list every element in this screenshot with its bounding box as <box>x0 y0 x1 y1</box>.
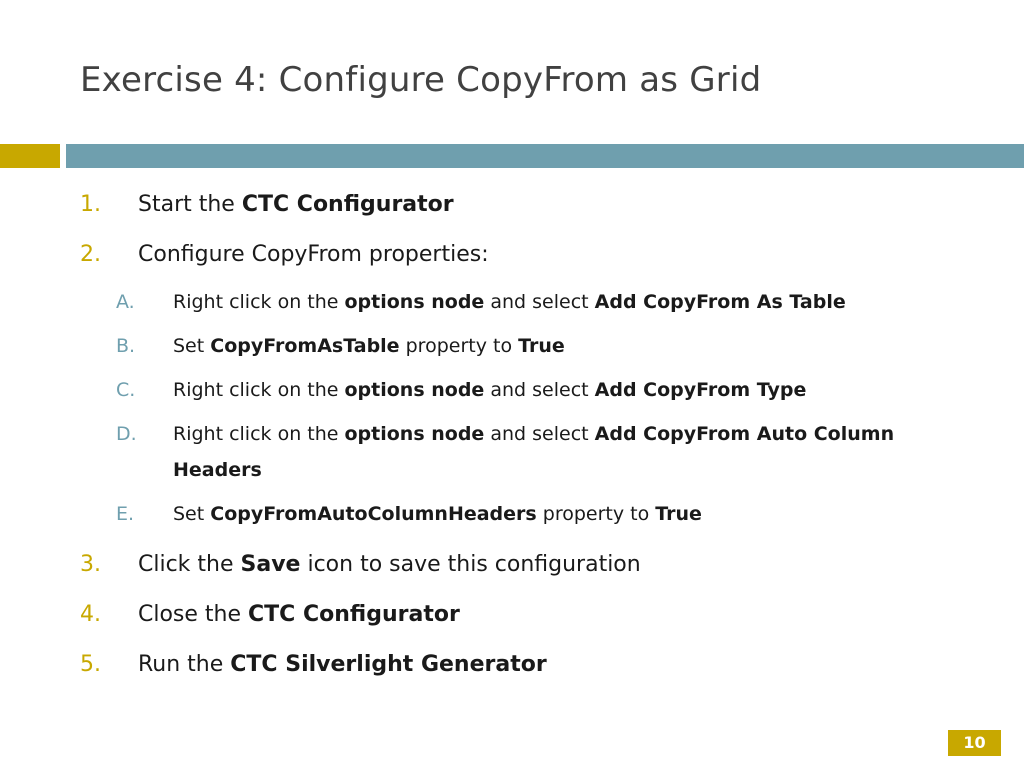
text: and select <box>484 423 595 445</box>
text: Right click on the <box>173 379 345 401</box>
substep-list <box>80 284 960 532</box>
bold-text: options node <box>344 423 485 445</box>
bold-text: CTC Configurator <box>248 602 460 627</box>
bold-text: CTC Configurator <box>241 192 454 217</box>
text: Set <box>173 335 211 357</box>
substep-item <box>116 284 953 320</box>
step-number: 4. <box>80 602 101 627</box>
text: Click the <box>138 552 241 577</box>
text: and select <box>484 291 595 313</box>
text: Close the <box>138 602 249 627</box>
substep-letter: E. <box>116 503 135 525</box>
text: Right click on the <box>173 423 345 445</box>
page-number-badge: 10 <box>948 730 1001 756</box>
step-item <box>80 550 960 580</box>
bold-text: CopyFromAutoColumnHeaders <box>210 503 537 525</box>
step-number: 1. <box>80 192 101 217</box>
bold-text: True <box>518 335 565 357</box>
substep-letter: B. <box>116 335 136 357</box>
bold-text: CopyFromAsTable <box>210 335 400 357</box>
bold-text: options node <box>344 291 485 313</box>
substep-item <box>116 328 953 364</box>
bold-text: Add CopyFrom Type <box>594 379 807 401</box>
text: property to <box>536 503 656 525</box>
bold-text: True <box>655 503 702 525</box>
text: Run the <box>138 652 231 677</box>
step-list <box>80 190 960 700</box>
header-divider-bar <box>66 144 1024 168</box>
substep-letter: A. <box>116 291 135 313</box>
text: property to <box>399 335 519 357</box>
step-item <box>80 650 960 680</box>
step-item <box>80 600 960 630</box>
substep-item <box>116 416 953 488</box>
header-accent-bar <box>0 144 60 168</box>
step-number: 2. <box>80 242 101 267</box>
step-item <box>80 190 960 220</box>
step-number: 3. <box>80 552 101 577</box>
text: Configure CopyFrom properties: <box>138 242 489 267</box>
bold-text: options node <box>344 379 485 401</box>
text: icon to save this configuration <box>300 552 641 577</box>
step-item <box>80 240 960 270</box>
step-number: 5. <box>80 652 101 677</box>
text: Set <box>173 503 211 525</box>
bold-text: CTC Silverlight Generator <box>230 652 547 677</box>
bold-text: Save <box>240 552 301 577</box>
text: Start the <box>138 192 242 217</box>
text: Right click on the <box>173 291 345 313</box>
text: and select <box>484 379 595 401</box>
substep-letter: C. <box>116 379 136 401</box>
substep-item <box>116 496 953 532</box>
bold-text: Add CopyFrom Auto Column Headers <box>173 423 895 481</box>
substep-item <box>116 372 953 408</box>
bold-text: Add CopyFrom As Table <box>594 291 846 313</box>
substep-letter: D. <box>116 423 137 445</box>
slide-title: Exercise 4: Configure CopyFrom as Grid <box>80 60 762 100</box>
